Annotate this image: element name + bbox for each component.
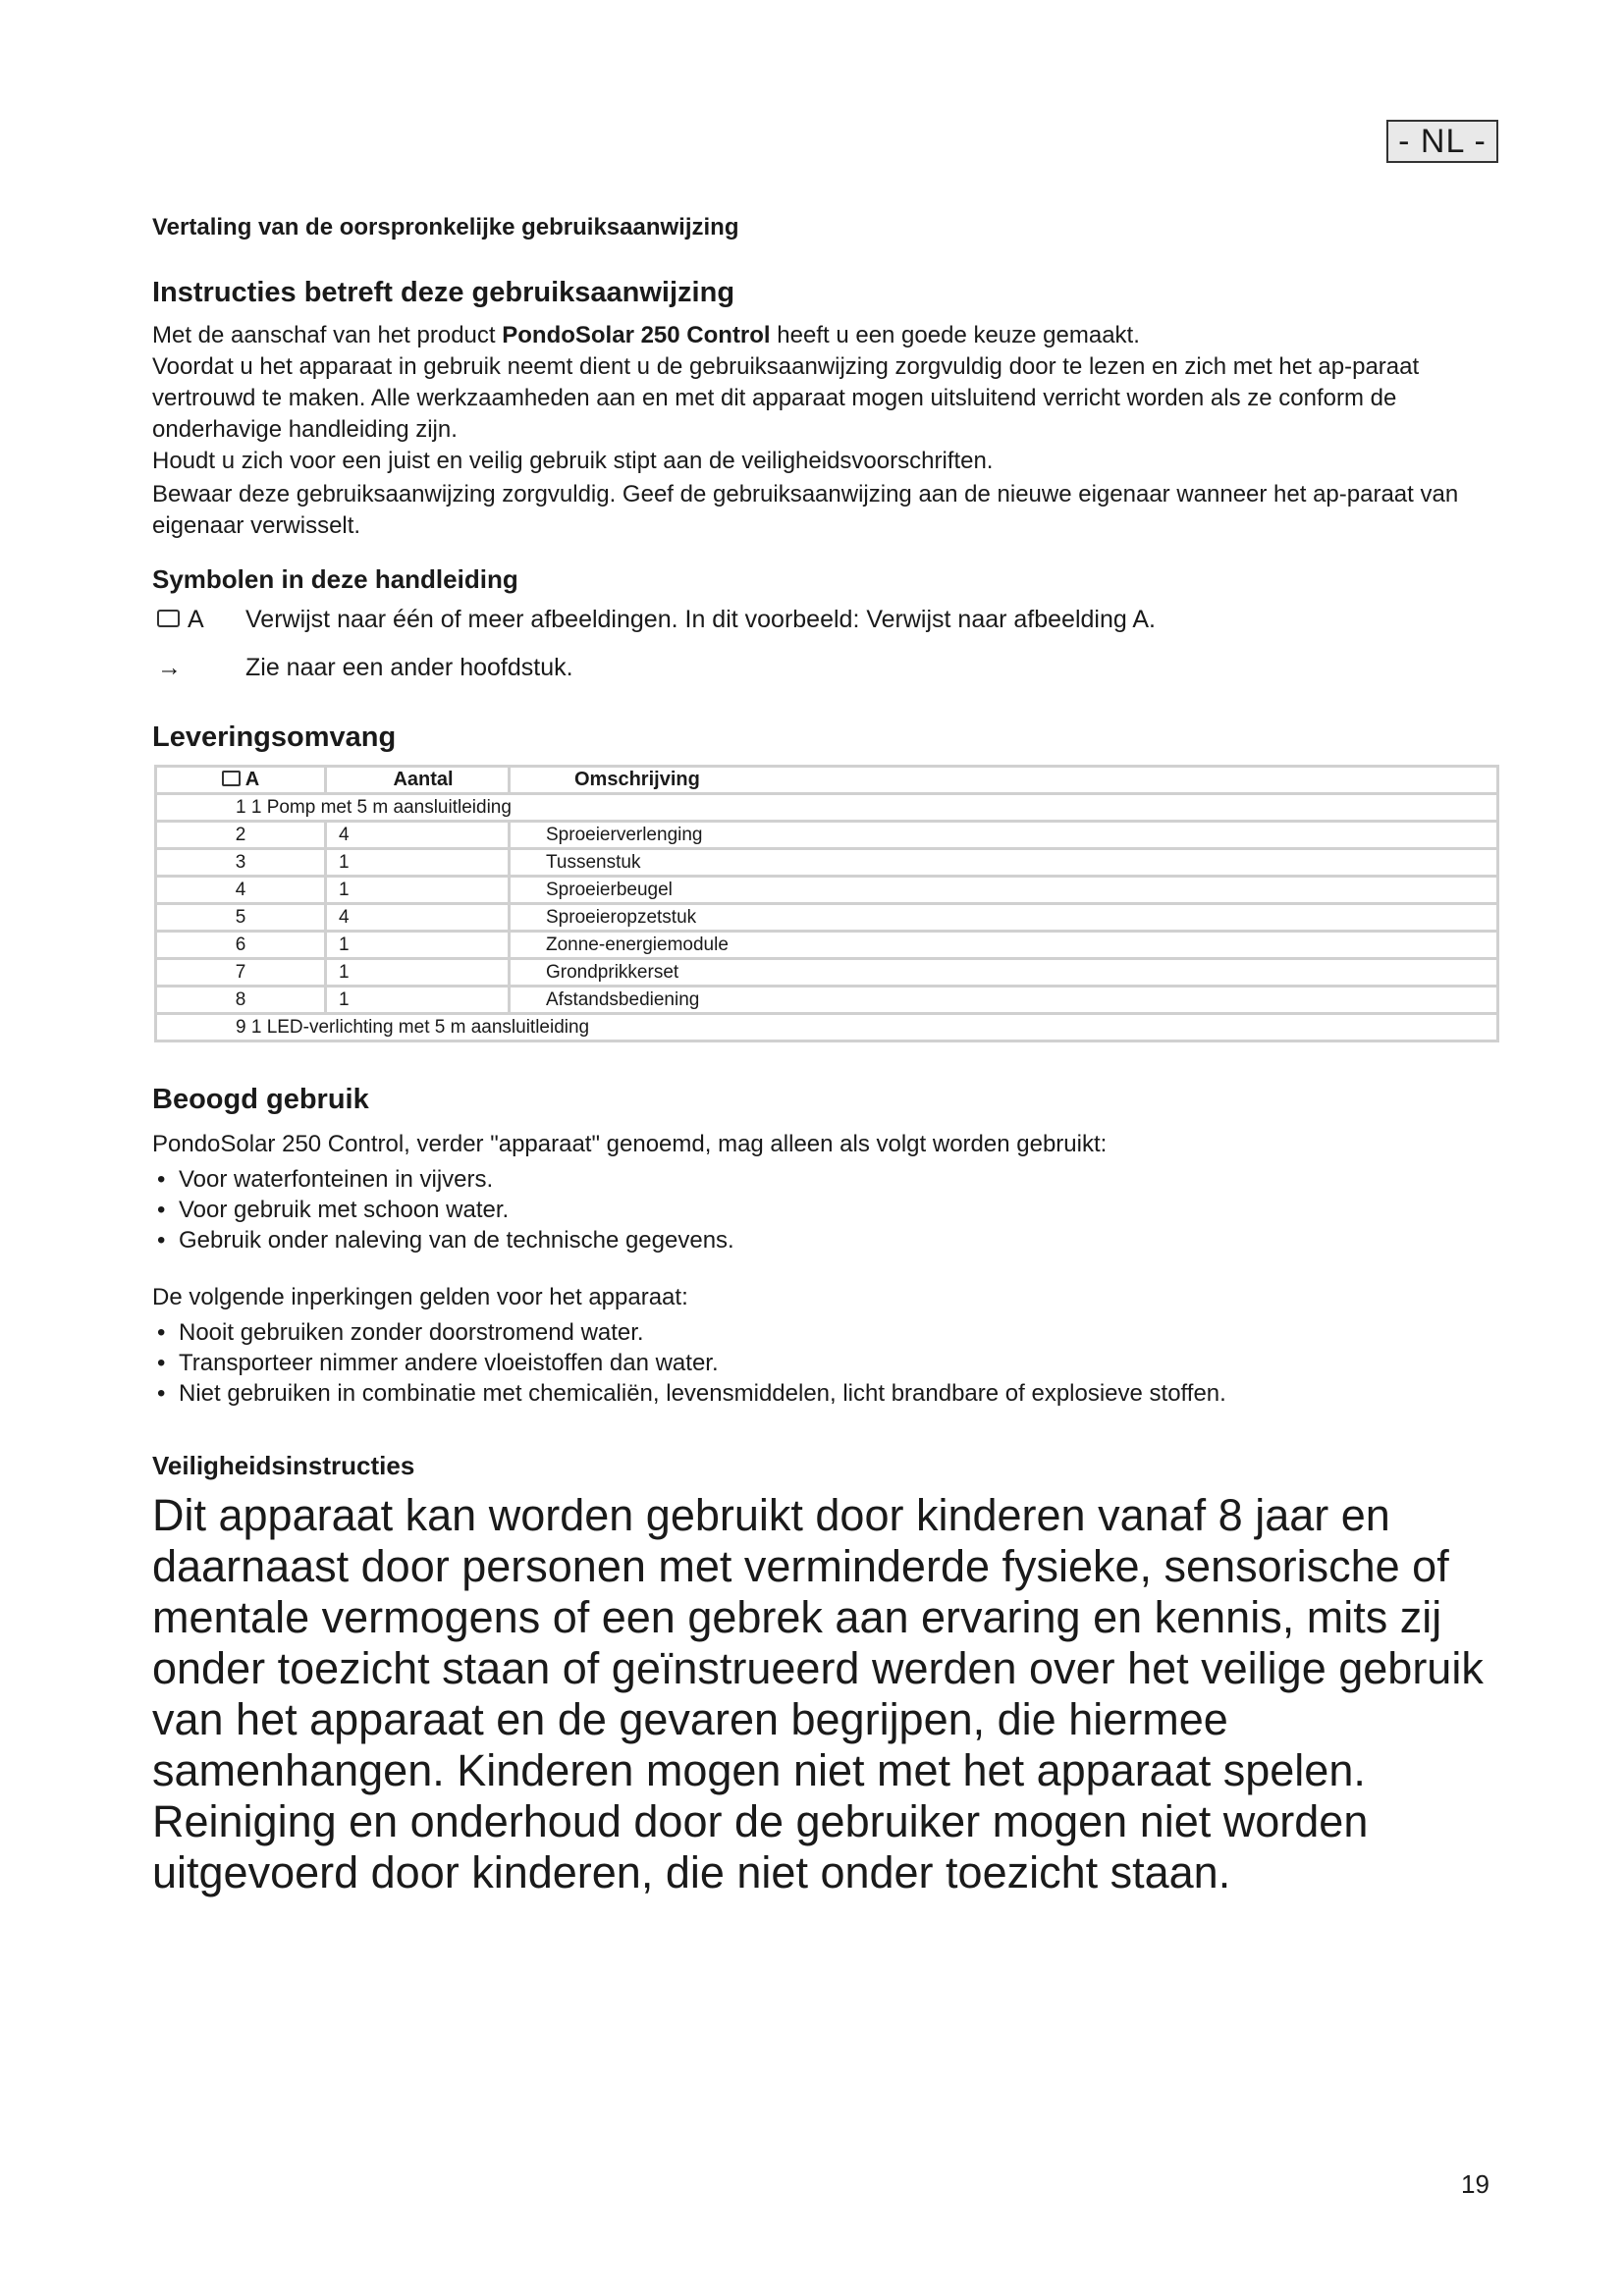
document-subtitle: Vertaling van de oorspronkelijke gebruiksaanwijzing (152, 214, 739, 240)
table-row (156, 904, 1498, 932)
intended-use-list (157, 1164, 734, 1255)
table-cell-number: 7 (156, 959, 326, 987)
table-cell-quantity: 1 (326, 932, 510, 959)
safety-heading: Veiligheidsinstructies (152, 1451, 415, 1480)
table-cell-quantity: 1 (326, 959, 510, 987)
table-row (156, 959, 1498, 987)
table-cell-number: 8 (156, 987, 326, 1014)
table-row (156, 822, 1498, 849)
instructions-paragraph-2: Voordat u het apparaat in gebruik neemt dient u de gebruiksaanwijzing zorgvuldig door te lezen en zich met het ap-paraat vertrouwd te maken. Alle werkzaamheden aan en met dit apparaat mogen uitsluitend verricht worden als ze conform de onderhavige handleiding zijn. (152, 353, 1420, 443)
table-cell-description: Grondprikkerset (510, 959, 1498, 987)
symbol-description: Zie naar een ander hoofdstuk. (245, 654, 573, 681)
scope-table (154, 765, 1499, 1042)
list-item: • Voor gebruik met schoon water. (157, 1195, 734, 1225)
table-cell-quantity: 1 (326, 877, 510, 904)
table-header-row (156, 767, 1498, 794)
table-cell-quantity: 4 (326, 822, 510, 849)
page-number: 19 (1461, 2169, 1489, 2199)
safety-text: Dit apparaat kan worden gebruikt door kinderen vanaf 8 jaar en daarnaast door personen met verminderde fysieke, sensorische of mentale vermogens of een gebrek aan ervaring en kennis, mits zij onder toezicht staan of geïnstrueerd werden over het veilige gebruik van het apparaat en de gevaren begrijpen, die hiermee samenhangen. Kinderen mogen niet met het apparaat spelen. Reiniging en onderhoud door de gebruiker mogen niet worden uitgevoerd door kinderen, die niet onder toezicht staan. (152, 1490, 1484, 1897)
table-cell-number: 4 (156, 877, 326, 904)
symbols-heading: Symbolen in deze handleiding (152, 564, 518, 594)
table-cell-number: 2 (156, 822, 326, 849)
table-row (156, 987, 1498, 1014)
symbol-label: A (188, 606, 204, 633)
symbol-description: Verwijst naar één of meer afbeeldingen. In dit voorbeeld: Verwijst naar afbeelding A. (245, 606, 1156, 633)
intended-use-heading: Beoogd gebruik (152, 1084, 369, 1115)
instructions-paragraph-4: Bewaar deze gebruiksaanwijzing zorgvuldig. Geef de gebruiksaanwijzing aan de nieuwe eigenaar wanneer het ap-paraat van eigenaar verwisselt. (152, 481, 1459, 539)
arrow-right-icon: → (157, 654, 182, 681)
figure-reference-icon (157, 610, 180, 627)
list-item: • Transporteer nimmer andere vloeistoffen dan water. (157, 1348, 1226, 1378)
table-row (156, 932, 1498, 959)
list-item: • Gebruik onder naleving van de technische gegevens. (157, 1225, 734, 1255)
table-cell-quantity: 4 (326, 904, 510, 932)
table-cell-number: 5 (156, 904, 326, 932)
instructions-paragraph-1: Met de aanschaf van het product PondoSolar 250 Control heeft u een goede keuze gemaakt. (152, 322, 1140, 348)
table-row (156, 849, 1498, 877)
table-cell-description: Sproeierbeugel (510, 877, 1498, 904)
table-cell-description: Sproeieropzetstuk (510, 904, 1498, 932)
list-item: • Niet gebruiken in combinatie met chemicaliën, levensmiddelen, licht brandbare of explosieve stoffen. (157, 1378, 1226, 1409)
language-tag: - NL - (1386, 120, 1498, 163)
table-cell-quantity: 1 (326, 849, 510, 877)
limits-list (157, 1317, 1226, 1409)
table-cell-description: Tussenstuk (510, 849, 1498, 877)
product-name: PondoSolar 250 Control (502, 322, 771, 348)
intended-use-intro: PondoSolar 250 Control, verder "apparaat" genoemd, mag alleen als volgt worden gebruikt: (152, 1131, 1108, 1157)
table-cell-description: Zonne-energiemodule (510, 932, 1498, 959)
table-row (156, 1014, 1498, 1041)
table-cell-description: Sproeierverlenging (510, 822, 1498, 849)
table-header-quantity: Aantal (326, 767, 510, 794)
table-cell-merged: 9 1 LED-verlichting met 5 m aansluitleiding (156, 1014, 1498, 1041)
table-cell-description: Afstandsbediening (510, 987, 1498, 1014)
table-cell-merged: 1 1 Pomp met 5 m aansluitleiding (156, 794, 1498, 822)
list-item: • Nooit gebruiken zonder doorstromend water. (157, 1317, 1226, 1348)
table-row (156, 794, 1498, 822)
scope-heading: Leveringsomvang (152, 721, 397, 753)
table-header-description: Omschrijving (510, 767, 1498, 794)
symbol-row-figure (157, 605, 1156, 634)
instructions-heading: Instructies betreft deze gebruiksaanwijzing (152, 277, 735, 308)
instructions-paragraph-3: Houdt u zich voor een juist en veilig gebruik stipt aan de veiligheidsvoorschriften. (152, 448, 994, 474)
table-cell-number: 3 (156, 849, 326, 877)
table-header-figure: A (156, 767, 326, 794)
table-cell-quantity: 1 (326, 987, 510, 1014)
table-row (156, 877, 1498, 904)
list-item: • Voor waterfonteinen in vijvers. (157, 1164, 734, 1195)
symbol-row-arrow (157, 653, 573, 682)
limits-intro: De volgende inperkingen gelden voor het apparaat: (152, 1284, 688, 1310)
table-cell-number: 6 (156, 932, 326, 959)
figure-reference-icon (222, 771, 241, 786)
